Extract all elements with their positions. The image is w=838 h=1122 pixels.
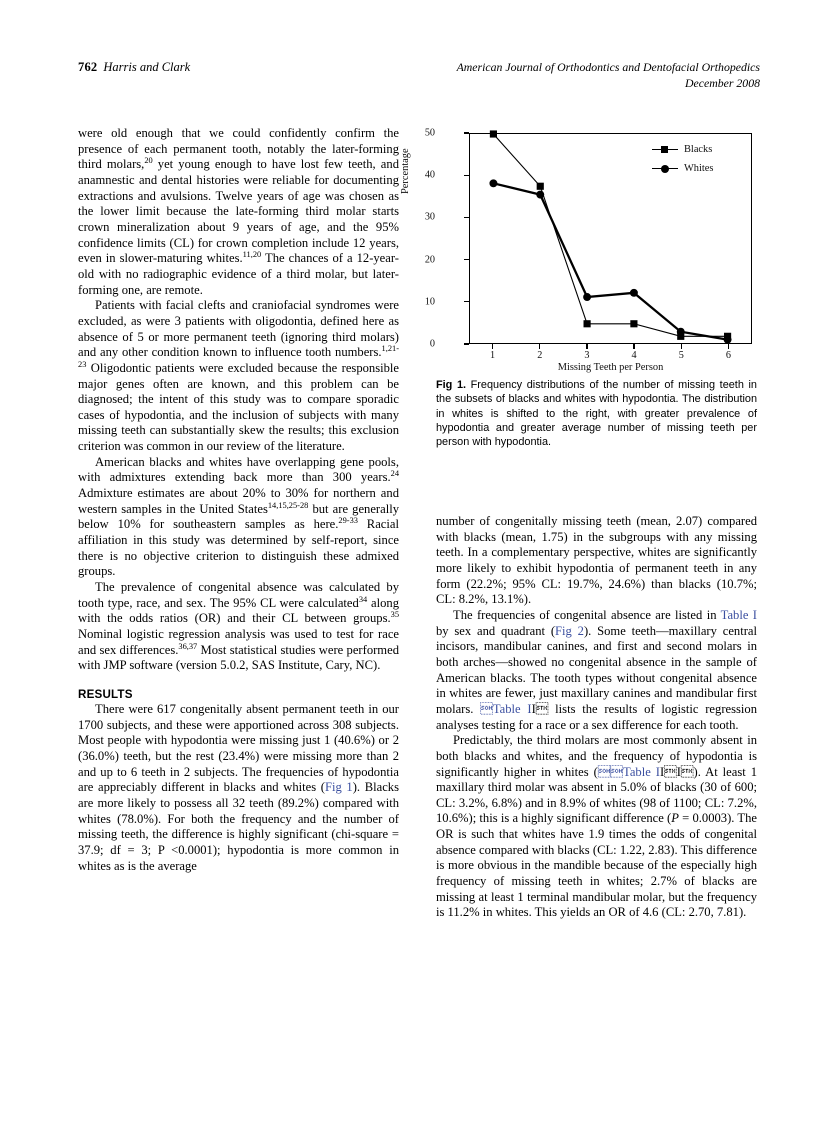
- running-head-right: [457, 60, 760, 91]
- paragraph-statistics: The prevalence of congenital absence was calculated by tooth type, race, and sex. The 95% CL were calculated$^{34}$ along with the odds ratios (OR) and their CL between groups.$^{35}$ Nominal logistic regression analysis was used to test for race and sex differences.$^{36,37}$ Most statistical studies were performed with JMP software (version 5.0.2, SAS Institute, Cary, NC).: [78, 580, 399, 673]
- chart-x-tick-label: 2: [537, 350, 543, 361]
- chart-marker-square: [490, 130, 497, 137]
- figure-caption: [436, 378, 757, 449]
- running-head-authors: Harris and Clark: [103, 60, 191, 74]
- chart-x-tick-mark: [586, 344, 587, 349]
- legend-label-blacks: Blacks: [684, 144, 713, 155]
- right-column: [436, 514, 757, 921]
- chart-y-tick-label: 0: [429, 338, 435, 350]
- chart-x-tick-label: 5: [678, 350, 684, 361]
- chart-x-tick-mark: [728, 344, 729, 349]
- left-column: [78, 126, 399, 874]
- chart-marker-circle: [536, 191, 544, 199]
- legend-label-whites: Whites: [684, 163, 714, 174]
- chart-marker-square: [630, 320, 637, 327]
- figure-label: Fig 1.: [436, 379, 467, 391]
- chart-legend: [652, 140, 713, 178]
- chart-marker-square: [584, 320, 591, 327]
- chart-y-tick-label: 10: [424, 296, 435, 308]
- section-heading-results: RESULTS: [78, 687, 133, 701]
- chart-x-tick-mark: [492, 344, 493, 349]
- chart-marker-circle: [724, 336, 732, 344]
- chart-frequency-distribution: [400, 126, 757, 373]
- chart-marker-circle: [583, 293, 591, 301]
- chart-x-tick-mark: [681, 344, 682, 349]
- chart-y-tick-label: 40: [424, 169, 435, 181]
- chart-y-tick-label: 30: [424, 211, 435, 223]
- chart-x-tick-label: 1: [490, 350, 496, 361]
- legend-marker-square-icon: [652, 145, 678, 155]
- chart-marker-square: [537, 183, 544, 190]
- figure-1: [400, 126, 757, 449]
- chart-marker-circle: [677, 328, 685, 336]
- running-head: [78, 60, 760, 102]
- chart-y-axis-title: Percentage: [400, 148, 411, 194]
- paragraph-frequencies-table: The frequencies of congenital absence are listed in Table I by sex and quadrant (Fig 2). Some teeth—maxillary central incisors, mandibular canines, and first and second molars in both arches—showed no congenital absence in the sample of American blacks. The tooth types without congenital absence in whites are fewer, just maxillary canines and mandibular first molars. Table II lists the results of logistic regression analyses testing for a race or a sex difference for each tooth.: [436, 607, 757, 732]
- chart-x-axis-title: Missing Teeth per Person: [557, 362, 664, 373]
- journal-title: American Journal of Orthodontics and Dentofacial Orthopedics: [456, 60, 760, 74]
- chart-series-whites: [489, 179, 731, 343]
- chart-x-tick-label: 3: [584, 350, 590, 361]
- chart-x-tick-label: 6: [725, 350, 731, 361]
- legend-item-whites: [652, 159, 713, 178]
- chart-x-tick-mark: [539, 344, 540, 349]
- page-number: 762: [78, 60, 98, 74]
- paragraph-continuation: were old enough that we could confidently confirm the presence of each permanent tooth, notably the later-forming third molars,$^{20}$ yet young enough to have lost few teeth, and anamnestic and dental histories were reliable for documenting extractions and avulsions. Twelve years of age was chosen as the lower limit because the late-forming third molar starts crown mineralization about 9 years of age, and the 95% confidence limits (CL) for crown completion include 12 years, even in slower-maturing whites.$^{11,20}$ The chances of a 12-year-old with no radiographic evidence of a third molar, but later-forming one, are remote.: [78, 126, 399, 297]
- chart-x-tick-mark: [633, 344, 634, 349]
- issue-date: December 2008: [684, 75, 760, 90]
- paragraph-admixture: American blacks and whites have overlapping gene pools, with admixtures extending back more than 300 years.$^{24}$ Admixture estimates are about 20% to 30% for northern and western samples in the United States$^{14,15,25-28}$ but are generally below 10% for southeastern samples as here.$^{29-33}$ Racial affiliation in this study was determined by self-report, since there is no objective criterion to distinguish these admixed groups.: [78, 454, 400, 579]
- legend-item-blacks: [652, 140, 713, 159]
- chart-y-tick-label: 50: [424, 127, 435, 139]
- paragraph-mean-missing-teeth: number of congenitally missing teeth (mean, 2.07) compared with blacks (mean, 1.75) in the subgroups with any missing teeth. In a complementary perspective, whites are significantly more likely to exhibit hypodontia of permanent teeth in any form (22.2%; 95% CL: 19.7%, 24.6%) than blacks (10.7%; CL: 8.2%, 13.1%).: [436, 514, 757, 607]
- running-head-left: [78, 60, 190, 75]
- chart-x-tick-label: 4: [631, 350, 637, 361]
- legend-marker-circle-icon: [652, 164, 678, 174]
- paragraph-results: There were 617 congenitally absent permanent teeth in our 1700 subjects, and these were apportioned across 308 subjects. Most people with hypodontia were missing just 1 (40.6%) or 2 (36.0%) teeth, but the rest (23.4%) were missing more than 2 and up to 6 teeth in 2 subjects. The frequencies of hypodontia are appreciably different in blacks and whites (Fig 1). Blacks are more likely to possess all 32 teeth (89.2%) compared with whites (78.0%). For both the frequency and the number of missing teeth, the difference is highly significant (chi-square = 37.9; df = 3; P <0.0001); hypodontia is more common in whites as is the average: [78, 701, 399, 873]
- chart-y-tick-label: 20: [424, 254, 435, 266]
- figure-caption-text: Frequency distributions of the number of missing teeth in the subsets of blacks and whites with hypodontia. The distribution in whites is shifted to the right, with greater prevalence of hypodontia and greater average number of missing teeth per person with hypodontia.: [436, 379, 757, 449]
- chart-marker-circle: [489, 179, 497, 187]
- paragraph-exclusions: Patients with facial clefts and craniofacial syndromes were excluded, as were 3 patients with oligodontia, defined here as absence of 5 or more permanent teeth (ignoring third molars) and any other condition known to influence tooth numbers.$^{1,21-23}$ Oligodontic patients were excluded because the responsible major genes often are known, and this problem can be diagnosed; the intent of this study was to compare sporadic cases of hypodontia, and the inclusion of subjects with many missing teeth can substantially skew the results; this exclusion criterion was common in our review of the literature.: [78, 298, 399, 454]
- paragraph-third-molars: Predictably, the third molars are most commonly absent in both blacks and whites, and the frequency of hypodontia is significantly higher in whites (Table III). At least 1 maxillary third molar was absent in 5.0% of blacks (30 of 600; CL: 3.2%, 6.8%) and in 8.9% of whites (98 of 1100; CL: 7.2%, 10.6%); this is a highly significant difference (P = 0.0003). The OR is such that whites have 1.9 times the odds of congenital absence compared with blacks (CL: 1.22, 2.83). This difference is more obvious in the mandible because of the especially high frequency of missing teeth in whites; 2.7% of blacks are missing at least 1 terminal mandibular molar, but the frequency is 11.2% in whites. This yields an OR of 4.6 (CL: 2.70, 7.81).: [436, 733, 757, 920]
- chart-marker-circle: [630, 289, 638, 297]
- chart-series-line: [493, 183, 727, 339]
